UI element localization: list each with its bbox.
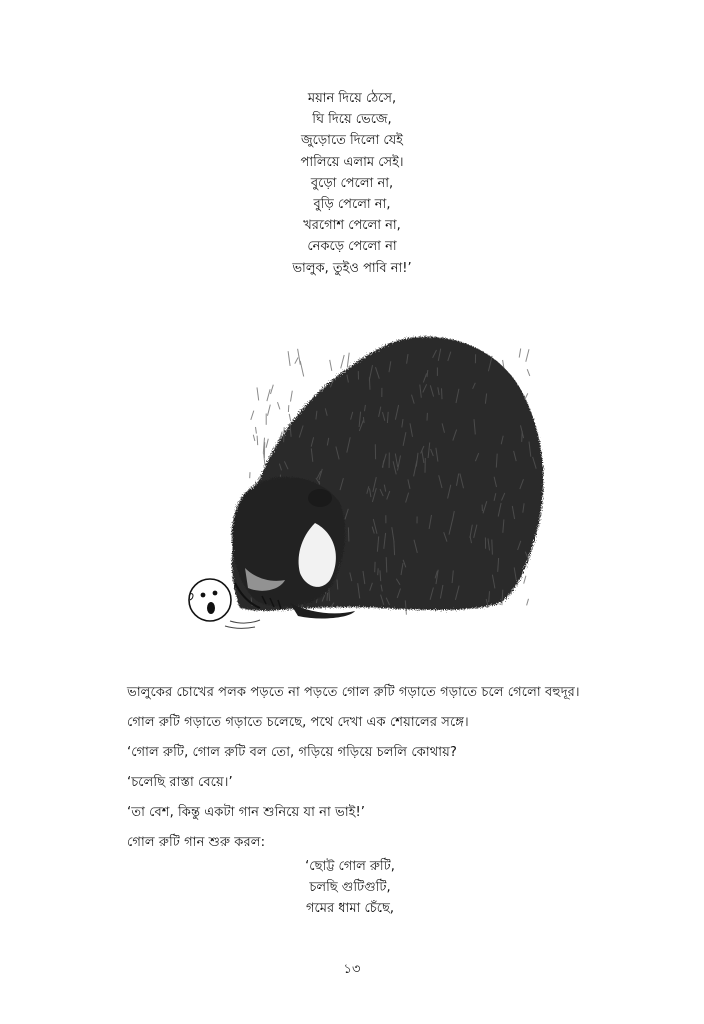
fur-stroke [256,427,257,434]
poem-line: জুড়োতে দিলো যেই [301,133,403,149]
fur-stroke [442,388,443,399]
fur-stroke [378,568,379,575]
fur-stroke [295,358,298,364]
fur-stroke [363,417,364,423]
bun-eye [201,593,206,598]
poem-top [220,88,484,279]
bear-head [232,477,345,608]
fur-stroke [289,414,291,421]
story-paragraph: গোল রুটি গান শুরু করল: [127,835,266,850]
fur-stroke [330,360,332,371]
poem-line: চলছি গুটিগুটি, [309,880,391,895]
fur-stroke [300,361,304,377]
poem-line: ময়ান দিয়ে ঠেসে, [307,91,397,106]
fur-stroke [394,541,395,555]
fur-stroke [288,351,290,366]
fur-stroke [271,385,274,394]
poem-line: ভালুক, তুইও পাবি না!’ [292,260,412,276]
fur-stroke [268,405,271,416]
fur-stroke [327,593,328,601]
fur-stroke [386,557,387,572]
story-paragraph: ‘চলেছি রাস্তা বেয়ে।’ [127,775,233,790]
fur-stroke [267,389,270,401]
fur-stroke [253,435,255,441]
fur-stroke [257,387,259,400]
poem-line: বুড়ো পেলো না, [310,175,394,191]
poem-line: পালিয়ে এলাম সেই। [300,154,404,170]
fur-stroke [257,436,258,445]
bun-eye [213,591,218,596]
poem-line: খরগোশ পেলো না, [303,218,401,234]
poem-line: গমের ধামা চেঁছে, [306,901,394,916]
poem-bottom [250,856,450,919]
fur-stroke [380,570,381,581]
story-paragraph: ‘তা বেশ, কিন্তু একটা গান শুনিয়ে যা না ভাই!’ [127,805,365,820]
fur-stroke [251,411,254,420]
fur-stroke [527,369,530,376]
poem-line: নেকড়ে পেলো না [307,239,397,255]
fur-stroke [284,427,285,442]
fur-stroke [524,576,526,584]
fur-stroke [291,391,293,402]
story-paragraph: ‘গোল রুটি, গোল রুটি বল তো, গড়িয়ে গড়িয়ে চললি কোথায়? [127,745,457,760]
page-number: ১৩ [343,962,361,977]
fur-stroke [492,540,493,555]
fur-stroke [266,439,268,448]
poem-line: বুড়ি পেলো না, [313,197,391,213]
story-paragraph: ভালুকের চোখের পলক পড়তে না পড়তে গোল রুটি গড়াতে গড়াতে চলে গেলো বহুদূর। [127,685,580,700]
story-text [127,682,647,854]
poem-line: ‘ছোট্ট গোল রুটি, [305,859,395,874]
poem-line: ঘি দিয়ে ভেজে, [312,112,392,128]
fur-stroke [348,527,349,541]
fur-stroke [278,402,280,409]
bear-illustration [170,318,560,648]
fur-stroke [341,355,345,368]
fur-stroke [525,393,528,399]
fur-stroke [347,353,349,368]
fur-stroke [526,349,529,361]
fur-stroke [527,599,529,606]
bun-mouth [207,602,215,614]
fur-stroke [298,349,301,365]
bear-ear [308,489,332,507]
fur-stroke [519,349,521,358]
story-paragraph: গোল রুটি গড়াতে গড়াতে চলেছে, পথে দেখা এক শেয়ালের সঙ্গে। [127,715,469,730]
